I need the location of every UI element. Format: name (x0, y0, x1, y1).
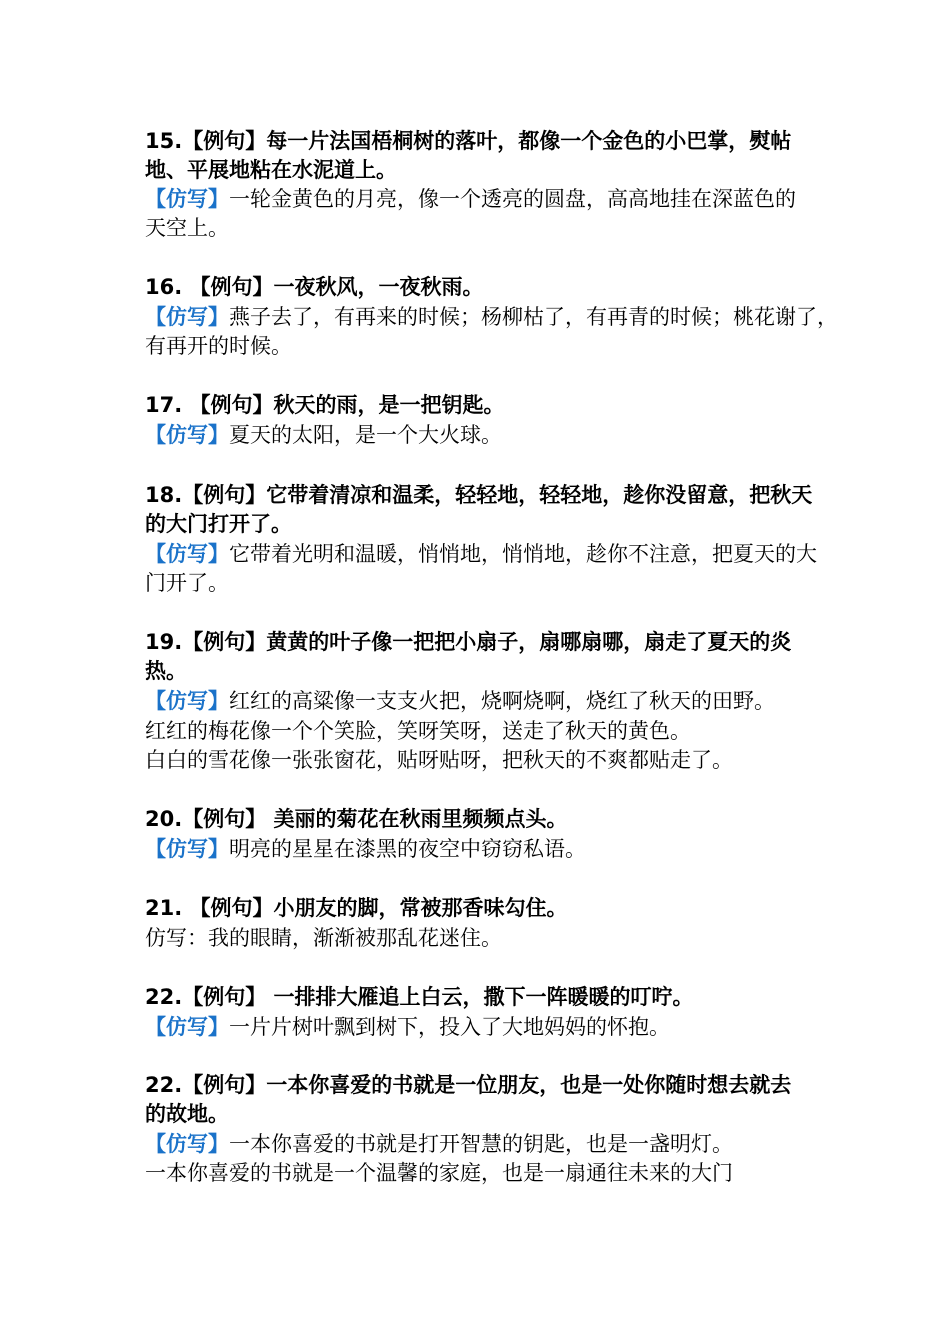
example-18-line-2: 的大门打开了。 (145, 512, 292, 536)
example-16-line-1: 16. 【例句】一夜秋风，一夜秋雨。 (145, 275, 484, 299)
example-18-line-1: 18.【例句】它带着清凉和温柔，轻轻地，轻轻地，趁你没留意，把秋天 (145, 483, 813, 507)
imitation-22b-line-2: 一本你喜爱的书就是一个温馨的家庭，也是一扇通往未来的大门 (145, 1161, 733, 1185)
example-20-line-1: 20.【例句】 美丽的菊花在秋雨里频频点头。 (145, 807, 568, 831)
imitation-label: 【仿写】 (145, 423, 229, 447)
imitation-label: 【仿写】 (145, 1015, 229, 1039)
imitation-20-line-1: 【仿写】明亮的星星在漆黑的夜空中窃窃私语。 (145, 837, 586, 861)
example-19-line-1: 19.【例句】黄黄的叶子像一把把小扇子，扇哪扇哪，扇走了夏天的炎 (145, 630, 792, 654)
imitation-label: 【仿写】 (145, 689, 229, 713)
imitation-18-line-1: 【仿写】它带着光明和温暖，悄悄地，悄悄地，趁你不注意，把夏天的大 (145, 542, 817, 566)
imitation-21-line-1: 仿写：我的眼睛，渐渐被那乱花迷住。 (145, 926, 502, 950)
example-19-line-2: 热。 (145, 659, 187, 683)
example-15-line-2: 地、平展地粘在水泥道上。 (145, 158, 397, 182)
imitation-19-line-1: 【仿写】红红的高粱像一支支火把，烧啊烧啊，烧红了秋天的田野。 (145, 689, 775, 713)
imitation-16-line-1: 【仿写】燕子去了，有再来的时候；杨柳枯了，有再青的时候；桃花谢了， (145, 305, 838, 329)
imitation-label: 【仿写】 (145, 837, 229, 861)
imitation-label: 【仿写】 (145, 187, 229, 211)
example-21-line-1: 21. 【例句】小朋友的脚，常被那香味勾住。 (145, 896, 568, 920)
imitation-18-line-2: 门开了。 (145, 571, 229, 595)
imitation-19-line-2: 红红的梅花像一个个笑脸，笑呀笑呀，送走了秋天的黄色。 (145, 719, 691, 743)
imitation-label: 【仿写】 (145, 1132, 229, 1156)
example-22a-line-1: 22.【例句】 一排排大雁追上白云，撒下一阵暖暖的叮咛。 (145, 985, 694, 1009)
imitation-16-line-2: 有再开的时候。 (145, 334, 292, 358)
imitation-19-line-3: 白白的雪花像一张张窗花，贴呀贴呀，把秋天的不爽都贴走了。 (145, 748, 733, 772)
example-22b-line-2: 的故地。 (145, 1102, 229, 1126)
imitation-17-line-1: 【仿写】夏天的太阳，是一个大火球。 (145, 423, 502, 447)
example-15-line-1: 15.【例句】每一片法国梧桐树的落叶，都像一个金色的小巴掌，熨帖 (145, 129, 792, 153)
imitation-label: 【仿写】 (145, 305, 229, 329)
example-22b-line-1: 22.【例句】一本你喜爱的书就是一位朋友，也是一处你随时想去就去 (145, 1073, 792, 1097)
imitation-22a-line-1: 【仿写】一片片树叶飘到树下，投入了大地妈妈的怀抱。 (145, 1015, 670, 1039)
imitation-15-line-1: 【仿写】一轮金黄色的月亮，像一个透亮的圆盘，高高地挂在深蓝色的 (145, 187, 796, 211)
example-17-line-1: 17. 【例句】秋天的雨，是一把钥匙。 (145, 393, 505, 417)
imitation-22b-line-1: 【仿写】一本你喜爱的书就是打开智慧的钥匙，也是一盏明灯。 (145, 1132, 733, 1156)
imitation-label: 【仿写】 (145, 542, 229, 566)
imitation-15-line-2: 天空上。 (145, 216, 229, 240)
